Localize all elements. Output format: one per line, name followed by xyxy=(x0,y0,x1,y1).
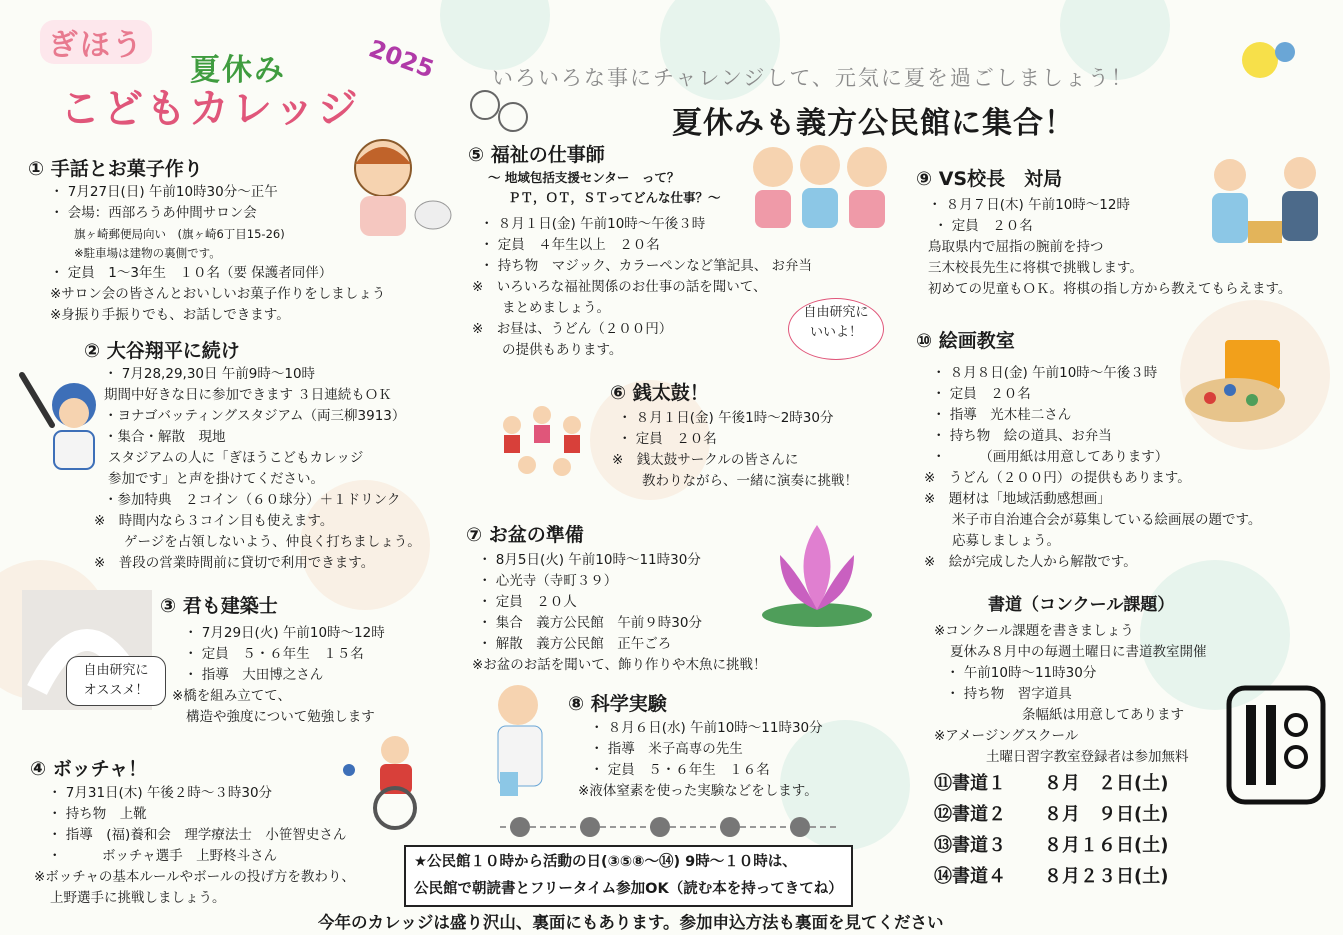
sec8-line: ※液体窒素を使った実験などをします。 xyxy=(578,783,818,799)
sec6-line: 教わりながら、一緒に演奏に挑戦！ xyxy=(642,473,858,489)
footer-note: 今年のカレッジは盛り沢山、裏面にもあります。参加申込方法も裏面を見てください xyxy=(318,913,944,932)
boccia-player-illustration xyxy=(335,730,445,830)
sec5-line: ※ いろいろな福祉関係のお仕事の話を聞いて、 xyxy=(472,279,767,295)
sec7-line: ※お盆のお話を聞いて、飾り作りや木魚に挑戦！ xyxy=(472,657,767,673)
sec10-title: ⑩ 絵画教室 xyxy=(916,330,1015,352)
sec2-line: 期間中好きな日に参加できます ３日連続もＯＫ xyxy=(104,387,392,403)
shodo-session xyxy=(934,768,1168,799)
sec2-line: ・ 7月28,29,30日 午前9時～10時 xyxy=(104,366,316,382)
sec2-line: スタジアムの人に「ぎほうこどもカレッジ xyxy=(108,450,364,466)
sec1-line: ・ 7月27日(日) 午前10時30分～正午 xyxy=(50,184,278,200)
lotus-flower-illustration xyxy=(750,515,885,635)
sec10-line: ・ 定員 ２０名 xyxy=(932,386,1031,402)
sec3-line: ・ 指導 大田博之さん xyxy=(184,667,324,683)
shodo-line: 夏休み８月中の毎週土曜日に書道教室開催 xyxy=(950,644,1207,660)
sec5-line: ※ お昼は、うどん（２００円） xyxy=(472,321,673,337)
sec2-line: ・参加特典 ２コイン（６０球分）＋１ドリンク xyxy=(104,492,401,508)
shodo-line: ・ 午前10時～11時30分 xyxy=(946,665,1097,681)
sec1-line: ・ 会場：西部ろうあ仲間サロン会 xyxy=(50,205,257,221)
shodo-schedule xyxy=(934,768,1168,892)
sec1-line: ※身振り手振りでも、お話しできます。 xyxy=(50,307,290,323)
shodo-session-date: ８月２３日(土) xyxy=(1044,866,1169,887)
morning-reading-notice xyxy=(404,845,853,907)
shodo-title: 書道（コンクール課題） xyxy=(988,595,1175,615)
shodo-session xyxy=(934,830,1168,861)
sec8-line: ・ 定員 ５・６年生 １６名 xyxy=(590,762,770,778)
sec5-title: ⑤ 福祉の仕事師 xyxy=(468,144,605,166)
sec2-line: 参加です」と声を掛けてください。 xyxy=(108,471,324,487)
sec4-line: ・ 指導 (福)養和会 理学療法士 小笹智史さん xyxy=(48,827,347,843)
logo xyxy=(30,15,450,135)
shodo-session-name: ⑭書道４ xyxy=(934,866,1006,887)
sec3-line: ・ 定員 ５・６年生 １５名 xyxy=(184,646,364,662)
sec5-subtitle: ＰＴ，ＯＴ，ＳＴってどんな仕事？～ xyxy=(508,190,721,205)
sec10-line: ・ 指導 光木桂二さん xyxy=(932,407,1072,423)
logo-line1: ぎほう xyxy=(40,20,152,64)
sec1-line: ※サロン会の皆さんとおいしいお菓子作りをしましょう xyxy=(50,286,386,302)
sec3-line: 構造や強度について勉強します xyxy=(186,709,375,725)
sec6-line: ・ 定員 ２０名 xyxy=(618,431,717,447)
sec5-research-bubble xyxy=(788,298,884,360)
background-pattern xyxy=(440,0,550,70)
sec10-line: ※ 題材は「地域活動感想画」 xyxy=(924,491,1111,507)
calligraphy-brush-illustration xyxy=(1226,685,1326,805)
shodo-line: 条幅紙は用意してあります xyxy=(1022,707,1184,723)
headline: 夏休みも義方公民館に集合！ xyxy=(672,106,1075,141)
sec4-line: ・ ボッチャ選手 上野柊斗さん xyxy=(48,848,278,864)
sec7-line: ・ 8月5日(火) 午前10時～11時30分 xyxy=(478,552,701,568)
child-sign-language-illustration xyxy=(338,130,458,240)
sec10-line: ※ うどん（２００円）の提供もあります。 xyxy=(924,470,1191,486)
shodo-session xyxy=(934,861,1168,892)
sec9-line: 初めての児童もＯＫ。将棋の指し方から教えてもらえます。 xyxy=(928,281,1292,297)
shodo-session-name: ⑫書道２ xyxy=(934,804,1006,825)
sec9-title: ⑨ VS校長 対局 xyxy=(916,168,1063,190)
shodo-line: ・ 持ち物 習字道具 xyxy=(946,686,1072,702)
bubble-line: いいよ！ xyxy=(809,325,862,340)
logo-year: 2025 xyxy=(365,34,438,84)
care-workers-illustration xyxy=(745,135,895,230)
sec5-line: まとめましょう。 xyxy=(502,300,610,316)
sec4-title: ④ ボッチャ！ xyxy=(30,758,148,780)
shodo-line: ※アメージングスクール xyxy=(934,728,1079,744)
morning-glory-illustration xyxy=(465,85,535,140)
shodo-session-date: ８月 ９日(土) xyxy=(1044,804,1169,825)
zendaiko-group-illustration xyxy=(492,395,602,495)
shodo-session xyxy=(934,799,1168,830)
sec10-line: 米子市自治連合会が募集している絵画展の題です。 xyxy=(952,512,1262,528)
shogi-illustration xyxy=(1190,145,1330,265)
sec6-line: ・ ８月１日(金) 午後1時～2時30分 xyxy=(618,410,834,426)
sec10-line: ・ ８月８日(金) 午前10時～午後３時 xyxy=(932,365,1158,381)
sec8-title: ⑧ 科学実験 xyxy=(568,693,667,715)
tagline: いろいろな事にチャレンジして、元気に夏を過ごしましょう！ xyxy=(492,66,1134,90)
sec4-line: 上野選手に挑戦しましょう。 xyxy=(50,890,226,906)
sec7-line: ・ 集合 義方公民館 午前９時30分 xyxy=(478,615,702,631)
shodo-session-name: ⑪書道１ xyxy=(934,773,1006,794)
sec7-line: ・ 定員 ２０人 xyxy=(478,594,577,610)
sec3-line: ・ 7月29日(火) 午前10時～12時 xyxy=(184,625,385,641)
shodo-session-name: ⑬書道３ xyxy=(934,835,1006,856)
logo-line3: こどもカレッジ xyxy=(60,86,361,132)
sec10-line: 応募しましょう。 xyxy=(952,533,1060,549)
sec2-line: ゲージを占領しないよう、仲良く打ちましょう。 xyxy=(124,534,421,550)
sec9-line: ・ 定員 ２０名 xyxy=(934,218,1033,234)
sec7-title: ⑦ お盆の準備 xyxy=(466,524,584,546)
goldfish-decoration-icon xyxy=(1230,30,1310,90)
sec6-line: ※ 銭太鼓サークルの皆さんに xyxy=(612,452,799,468)
sec10-line: ・ （画用紙は用意してあります） xyxy=(932,449,1169,465)
sec5-line: ・ 定員 ４年生以上 ２０名 xyxy=(480,237,660,253)
sec9-line: 鳥取県内で屈指の腕前を持つ xyxy=(928,239,1104,255)
sec5-line: ・ ８月１日(金) 午前10時～午後３時 xyxy=(480,216,706,232)
sec3-research-bubble xyxy=(66,656,166,706)
shodo-session-date: ８月１６日(土) xyxy=(1044,835,1169,856)
sec10-line: ※ 絵が完成した人から解散です。 xyxy=(924,554,1137,570)
sec3-line: ※橋を組み立てて、 xyxy=(172,688,292,704)
sec2-line: ※ 時間内なら３コイン目も使えます。 xyxy=(94,513,334,529)
notice-line: 公民館で朝読書とフリータイム参加OK（読む本を持ってきてね） xyxy=(414,881,843,897)
bubble-line: オススメ！ xyxy=(83,683,149,698)
sec4-line: ・ 7月31日(木) 午後２時～３時30分 xyxy=(48,785,273,801)
paint-supplies-illustration xyxy=(1180,320,1330,430)
sec1-line: 旗ヶ崎郵便局向い (旗ヶ崎6丁目15-26) xyxy=(74,227,285,241)
logo-line2: 夏休み xyxy=(190,53,286,88)
star-ribbon-decoration xyxy=(500,812,840,842)
sec1-line: ・ 定員 1～3年生 １０名（要 保護者同伴） xyxy=(50,265,333,281)
bubble-line: 自由研究に xyxy=(803,305,869,320)
shodo-line: 土曜日習字教室登録者は参加無料 xyxy=(986,749,1189,765)
sec6-title: ⑥ 銭太鼓！ xyxy=(610,382,709,404)
science-experiment-illustration xyxy=(480,680,560,800)
notice-line: ★公民館１０時から活動の日(③⑤⑧～⑭) 9時～１０時は、 xyxy=(414,854,797,870)
sec8-line: ・ ８月６日(水) 午前10時～11時30分 xyxy=(590,720,823,736)
sec7-line: ・ 解散 義方公民館 正午ごろ xyxy=(478,636,672,652)
sec2-line: ※ 普段の営業時間前に貸切で利用できます。 xyxy=(94,555,375,571)
sec7-line: ・ 心光寺（寺町３９） xyxy=(478,573,618,589)
sec2-title: ② 大谷翔平に続け xyxy=(84,340,240,362)
shodo-line: ※コンクール課題を書きましょう xyxy=(934,623,1134,639)
sec4-line: ※ボッチャの基本ルールやボールの投げ方を教わり、 xyxy=(34,869,355,885)
sec9-line: 三木校長先生に将棋で挑戦します。 xyxy=(928,260,1143,276)
bubble-line: 自由研究に xyxy=(83,663,149,678)
baseball-player-illustration xyxy=(12,365,102,475)
sec1-line: ※駐車場は建物の裏側です。 xyxy=(74,246,221,260)
sec9-line: ・ ８月７日(木) 午前10時～12時 xyxy=(928,197,1130,213)
shodo-session-date: ８月 ２日(土) xyxy=(1044,773,1169,794)
sec5-line: の提供もあります。 xyxy=(502,342,623,358)
sec8-line: ・ 指導 米子高専の先生 xyxy=(590,741,743,757)
sec4-line: ・ 持ち物 上靴 xyxy=(48,806,147,822)
sec3-title: ③ 君も建築士 xyxy=(160,595,278,617)
sec5-subtitle: ～ 地域包括支援センター って？ xyxy=(488,170,680,185)
sec2-line: ・集合・解散 現地 xyxy=(104,429,226,445)
sec1-title: ① 手話とお菓子作り xyxy=(28,158,203,180)
sec5-line: ・ 持ち物 マジック、カラーペンなど筆記具、 お弁当 xyxy=(480,258,813,274)
sec2-line: ・ヨナゴバッティングスタジアム（両三柳3913） xyxy=(104,408,406,424)
sec10-line: ・ 持ち物 絵の道具、お弁当 xyxy=(932,428,1112,444)
